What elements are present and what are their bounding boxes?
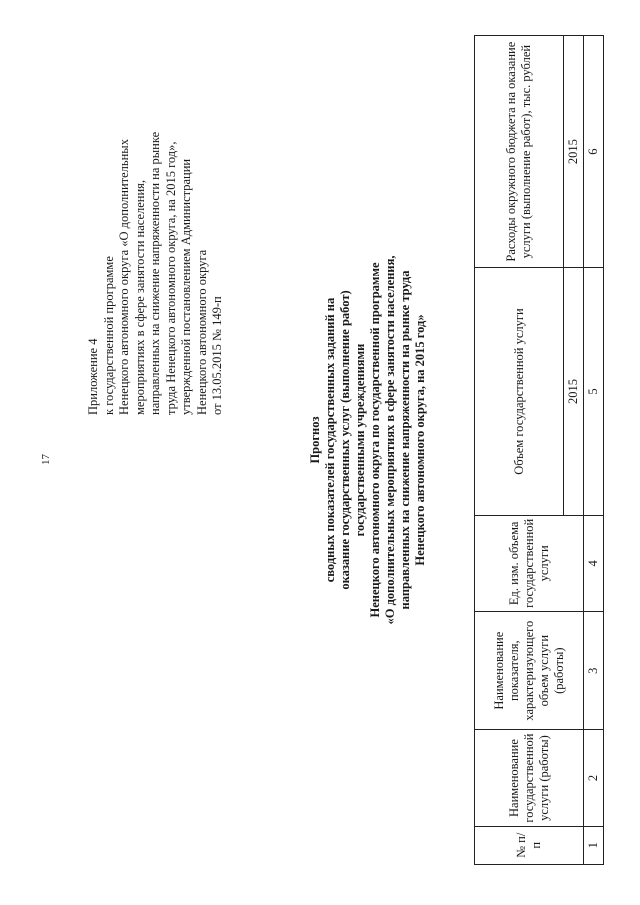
title-line: направленных на снижение напряженности на рынке труда [398, 270, 412, 610]
table-header-row [475, 36, 564, 865]
title-line: «О дополнительных мероприятиях в сфере занятости населения, [383, 255, 397, 625]
header-volume: Объем государственной услуги [475, 268, 564, 515]
appendix-line: Приложение 4 [86, 338, 100, 415]
appendix-line: труда Ненецкого автономного округа, на 2015 год», [163, 141, 178, 415]
document-title [308, 45, 428, 835]
page-number: 17 [40, 454, 52, 465]
title-line: сводных показателей государственных заданий на [323, 297, 337, 583]
title-line: Ненецкого автономного округа, на 2015 год» [413, 314, 427, 566]
appendix-line: к государственной программе [101, 256, 116, 415]
index-cell: 1 [584, 826, 604, 864]
header-unit: Ед. изм. объема государственной услуги [475, 515, 584, 611]
appendix-line: Ненецкого автономного округа [194, 249, 209, 415]
appendix-line: направленных на снижение напряженности на рынке [148, 131, 162, 415]
appendix-line: от 13.05.2015 № 149-п [210, 296, 224, 415]
header-service-name: Наименование государственной услуги (работы) [475, 730, 584, 826]
header-volume-year: 2015 [564, 268, 584, 515]
index-cell: 5 [584, 268, 604, 515]
header-expenses-year: 2015 [564, 36, 584, 268]
title-line: государственными учреждениями [353, 343, 367, 537]
table-index-row [584, 36, 604, 865]
appendix-line: утвержденной постановлением Администрации [179, 158, 193, 415]
appendix-note [86, 0, 226, 415]
index-cell: 6 [584, 36, 604, 268]
index-cell: 4 [584, 515, 604, 611]
header-number: № п/п [475, 826, 584, 864]
title-line: Прогноз [308, 416, 322, 464]
title-line: оказание государственных услуг (выполнение работ) [338, 290, 352, 590]
forecast-table [474, 35, 604, 865]
header-expenses: Расходы окружного бюджета на оказание услуги (выполнение работ), тыс. рублей [475, 36, 564, 268]
appendix-line: Ненецкого автономного округа «О дополнительных [117, 139, 131, 415]
appendix-line: мероприятиях в сфере занятости населения, [132, 179, 147, 415]
index-cell: 3 [584, 611, 604, 730]
title-line: Ненецкого автономного округа по государственной программе [368, 262, 382, 618]
index-cell: 2 [584, 730, 604, 826]
header-indicator-name: Наименование показателя, характеризующего объем услуги (работы) [475, 611, 584, 730]
